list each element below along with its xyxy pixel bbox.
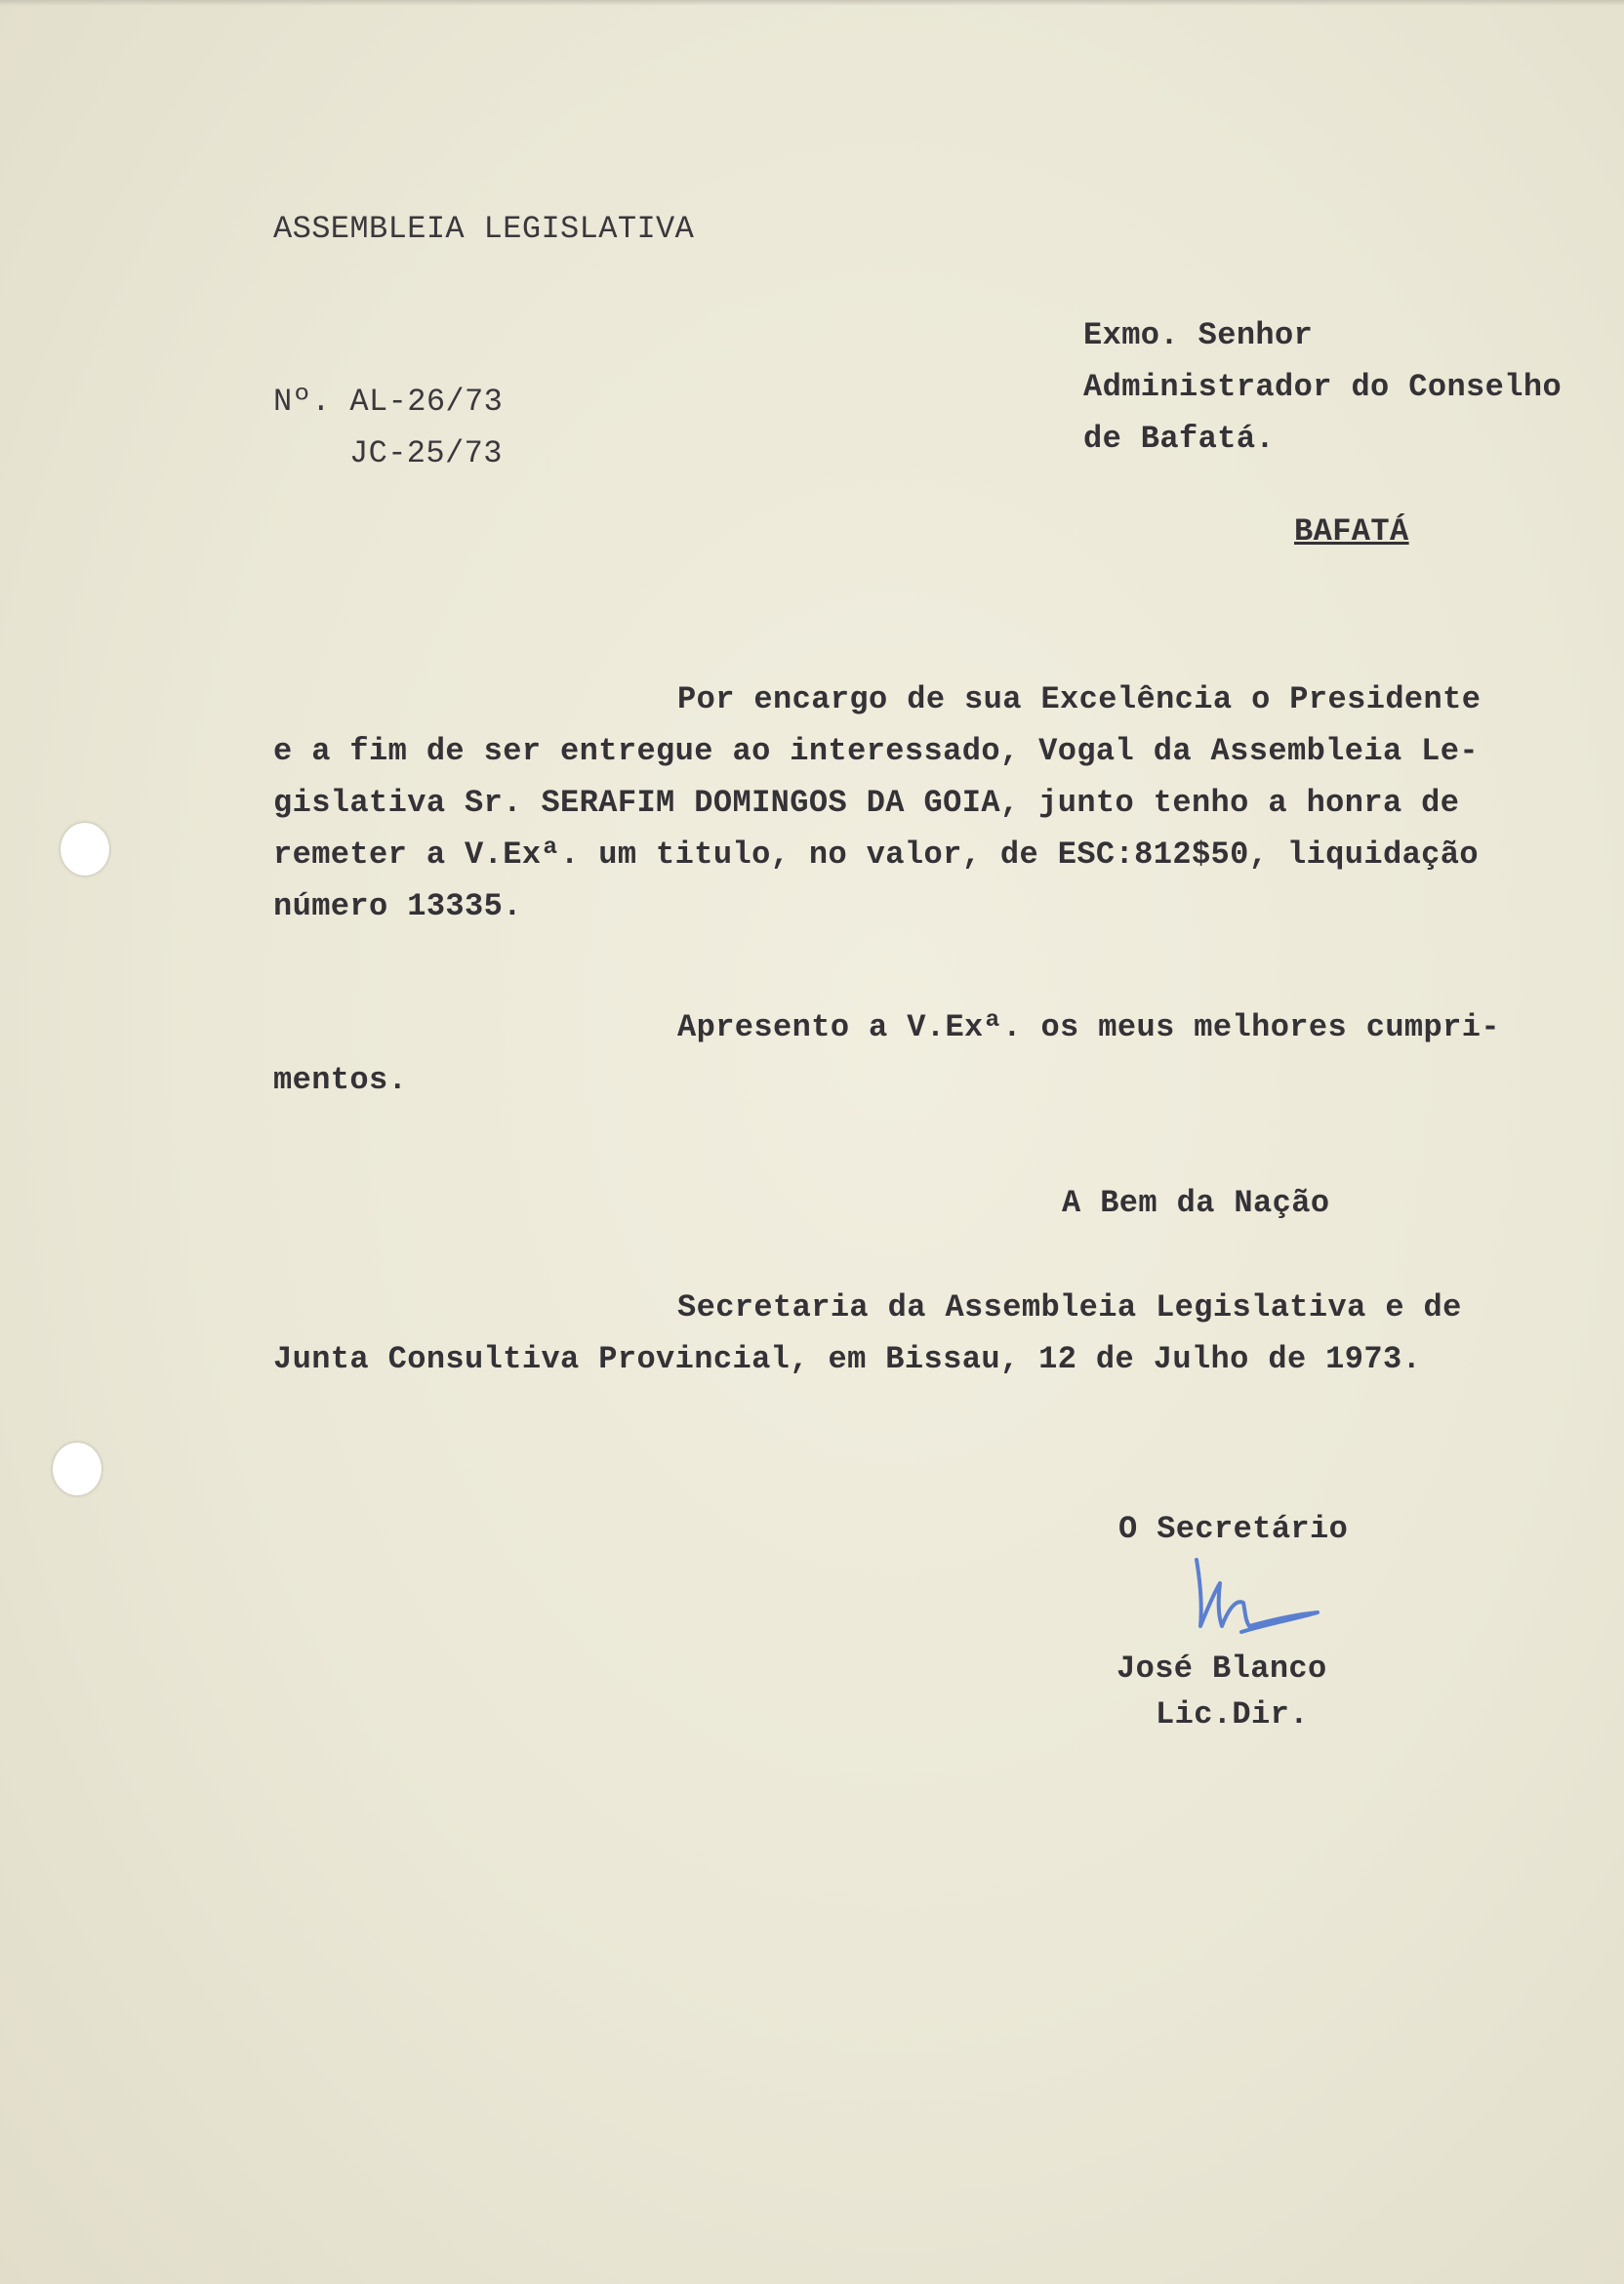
body-line: mentos. (273, 1062, 408, 1098)
signatory-name: José Blanco (1116, 1651, 1327, 1687)
punch-hole-lower (53, 1443, 102, 1495)
body-line: gislativa Sr. SERAFIM DOMINGOS DA GOIA, junto tenho a honra de (273, 785, 1460, 821)
punch-hole-upper (61, 823, 109, 876)
addressee-place: de Bafatá. (1083, 421, 1276, 457)
reference-number-secondary: JC-25/73 (349, 435, 503, 471)
page-top-edge (0, 0, 1624, 6)
addressee-city: BAFATÁ (1294, 513, 1409, 550)
closing-formula: A Bem da Nação (1062, 1185, 1330, 1221)
place-date-line: Junta Consultiva Provincial, em Bissau, 12 de Julho de 1973. (273, 1341, 1422, 1377)
addressee-salutation: Exmo. Senhor (1083, 317, 1314, 353)
addressee-title: Administrador do Conselho (1083, 369, 1563, 405)
body-line: Por encargo de sua Excelência o Presidente (677, 681, 1482, 717)
body-line: remeter a V.Exª. um titulo, no valor, de ESC:812$50, liquidação (273, 836, 1479, 873)
signatory-credentials: Lic.Dir. (1156, 1696, 1309, 1733)
body-line: e a fim de ser entregue ao interessado, Vogal da Assembleia Le- (273, 733, 1479, 769)
reference-number: Nº. AL-26/73 (273, 384, 504, 420)
body-line: número 13335. (273, 888, 522, 924)
place-date-line: Secretaria da Assembleia Legislativa e de (677, 1289, 1462, 1326)
signatory-role: O Secretário (1118, 1511, 1349, 1547)
institution-heading: ASSEMBLEIA LEGISLATIVA (273, 211, 695, 247)
body-line: Apresento a V.Exª. os meus melhores cumpri- (677, 1009, 1500, 1045)
